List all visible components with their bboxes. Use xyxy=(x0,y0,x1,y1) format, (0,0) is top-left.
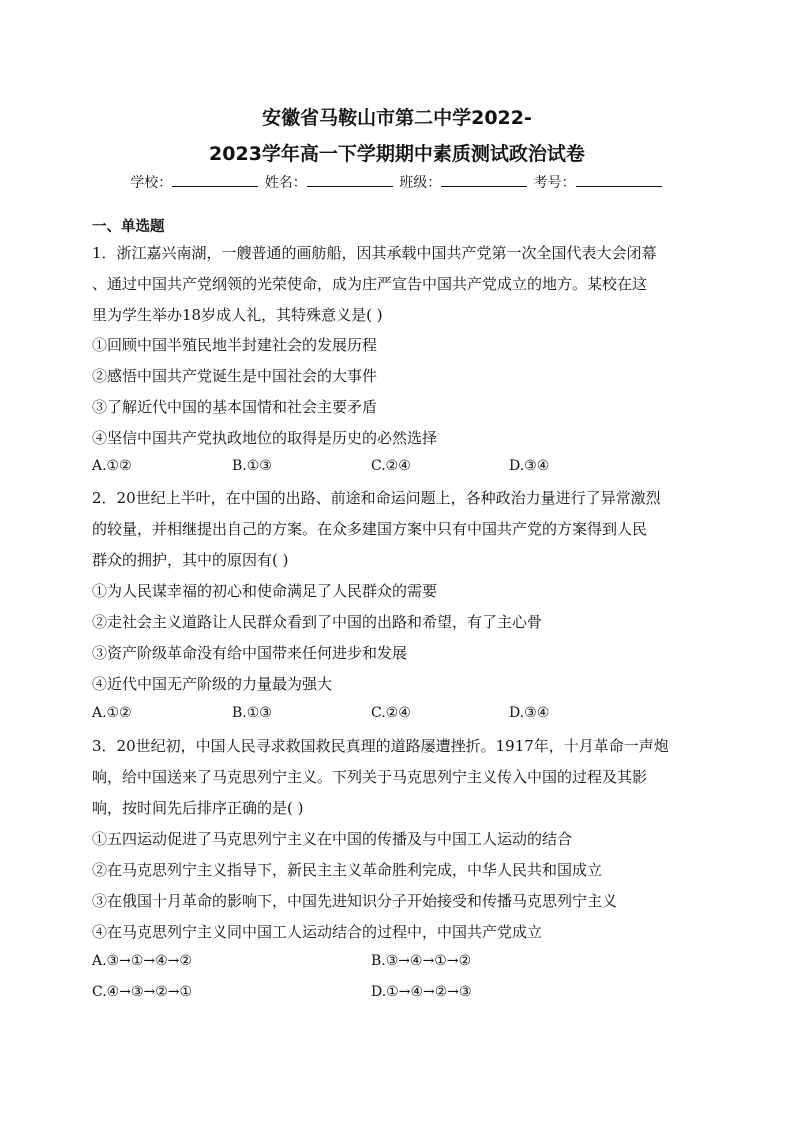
school-blank xyxy=(172,173,258,187)
question-2-stem-line-1: 2．20世纪上半叶，在中国的出路、前途和命运问题上，各种政治力量进行了异常激烈 xyxy=(92,489,661,507)
question-3-item-2: ②在马克思列宁主义指导下，新民主主义革命胜利完成，中华人民共和国成立 xyxy=(92,861,603,879)
question-2-stem-line-3: 群众的拥护，其中的原因有( ) xyxy=(92,551,289,569)
student-info-line xyxy=(0,172,794,192)
question-1-item-3: ③了解近代中国的基本国情和社会主要矛盾 xyxy=(92,398,378,416)
question-2-item-1: ①为人民谋幸福的初心和使命满足了人民群众的需要 xyxy=(92,582,438,600)
number-blank xyxy=(576,173,662,187)
school-label: 学校： xyxy=(130,175,173,191)
question-2-option-d[interactable]: D.③④ xyxy=(509,705,550,721)
question-3-stem-line-3: 响，按时间先后排序正确的是( ) xyxy=(92,799,304,817)
question-1-option-b[interactable]: B.①③ xyxy=(232,458,272,474)
question-2-option-b[interactable]: B.①③ xyxy=(232,705,272,721)
class-label: 班级： xyxy=(399,175,442,191)
question-2-item-3: ③资产阶级革命没有给中国带来任何进步和发展 xyxy=(92,644,408,662)
class-blank xyxy=(441,173,527,187)
exam-title-line-1: 安徽省马鞍山市第二中学2022- xyxy=(262,107,532,129)
section-heading: 一、单选题 xyxy=(92,219,165,235)
question-3-item-4: ④在马克思列宁主义同中国工人运动结合的过程中，中国共产党成立 xyxy=(92,923,543,941)
question-1-stem-line-2: 、通过中国共产党纲领的光荣使命，成为庄严宣告中国共产党成立的地方。某校在这 xyxy=(92,275,648,293)
question-3-stem-line-1: 3．20世纪初，中国人民寻求救国救民真理的道路屡遭挫折。1917年，十月革命一声炮 xyxy=(92,737,669,755)
question-3-option-a[interactable]: A.③→①→④→② xyxy=(92,953,192,969)
question-3-option-b[interactable]: B.③→④→①→② xyxy=(371,953,472,969)
question-1-stem-line-1: 1．浙江嘉兴南湖，一艘普通的画舫船，因其承载中国共产党第一次全国代表大会闭幕 xyxy=(92,244,657,262)
question-2-option-a[interactable]: A.①② xyxy=(92,705,132,721)
question-3-option-d[interactable]: D.①→④→②→③ xyxy=(371,984,472,1000)
question-1-item-4: ④坚信中国共产党执政地位的取得是历史的必然选择 xyxy=(92,429,438,447)
question-2-option-c[interactable]: C.②④ xyxy=(371,705,411,721)
question-2-item-4: ④近代中国无产阶级的力量最为强大 xyxy=(92,675,333,693)
question-1-option-c[interactable]: C.②④ xyxy=(371,458,411,474)
question-3-option-c[interactable]: C.④→③→②→① xyxy=(92,984,193,1000)
name-blank xyxy=(307,173,393,187)
name-label: 姓名： xyxy=(264,175,307,191)
question-2-stem-line-2: 的较量，并相继提出自己的方案。在众多建国方案中只有中国共产党的方案得到人民 xyxy=(92,520,648,538)
question-1-option-a[interactable]: A.①② xyxy=(92,458,132,474)
number-label: 考号： xyxy=(533,175,576,191)
question-1-item-1: ①回顾中国半殖民地半封建社会的发展历程 xyxy=(92,336,378,354)
question-2-item-2: ②走社会主义道路让人民群众看到了中国的出路和希望，有了主心骨 xyxy=(92,613,543,631)
question-1-stem-line-3: 里为学生举办18岁成人礼，其特殊意义是( ) xyxy=(92,306,383,324)
question-3-stem-line-2: 响，给中国送来了马克思列宁主义。下列关于马克思列宁主义传入中国的过程及其影 xyxy=(92,768,648,786)
question-1-item-2: ②感悟中国共产党诞生是中国社会的大事件 xyxy=(92,367,378,385)
exam-title-line-2: 2023学年高一下学期期中素质测试政治试卷 xyxy=(209,143,585,165)
question-1-option-d[interactable]: D.③④ xyxy=(509,458,550,474)
question-3-item-1: ①五四运动促进了马克思列宁主义在中国的传播及与中国工人运动的结合 xyxy=(92,830,573,848)
question-3-item-3: ③在俄国十月革命的影响下，中国先进知识分子开始接受和传播马克思列宁主义 xyxy=(92,892,618,910)
